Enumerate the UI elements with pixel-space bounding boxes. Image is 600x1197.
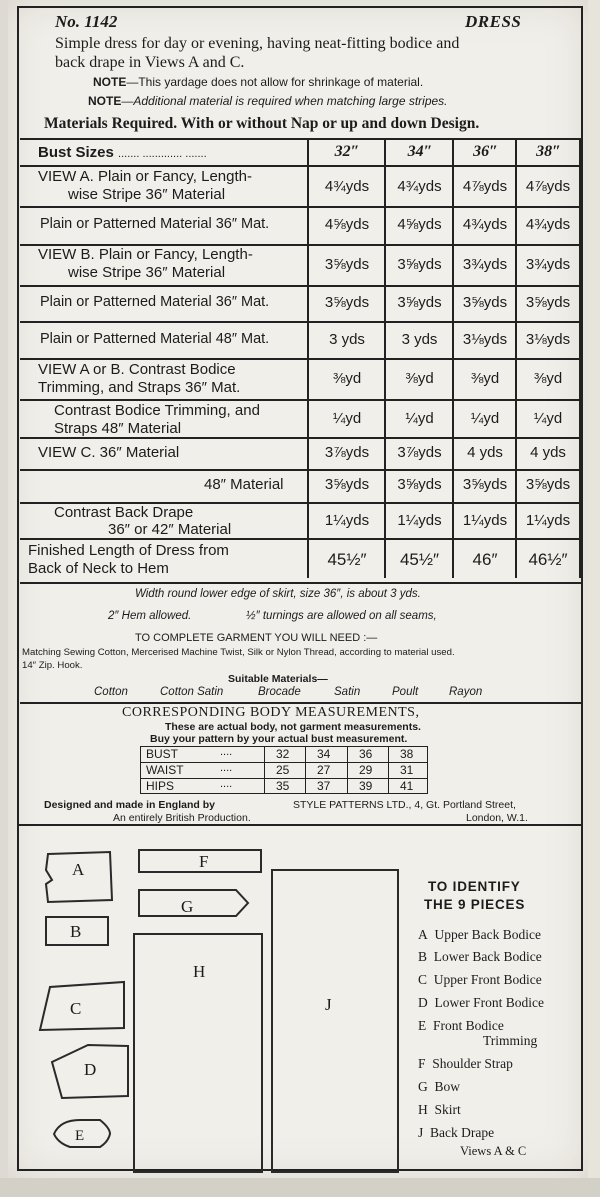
quantity-cell: 3⅞yds [324, 444, 370, 461]
quantity-cell: 3¾yds [462, 256, 508, 273]
quantity-cell: 1¼yds [525, 512, 571, 529]
legend-item-f: F Shoulder Strap [418, 1056, 513, 1071]
quantity-cell: 1¼yds [462, 512, 508, 529]
quantity-cell: 4 yds [530, 444, 566, 461]
suitable-material: Cotton [94, 686, 128, 698]
complete-garment-heading: TO COMPLETE GARMENT YOU WILL NEED :— [135, 632, 378, 644]
quantity-cell: 3 yds [329, 331, 365, 348]
measure-leader: .... [220, 746, 233, 758]
suitable-material: Poult [392, 686, 419, 698]
suitable-materials-heading: Suitable Materials— [228, 673, 328, 685]
piece-label-d: D [84, 1060, 97, 1079]
quantity-cell: 46½″ [528, 550, 568, 569]
measure-value: 31 [400, 763, 414, 777]
quantity-cell: 3⅝yds [462, 476, 508, 493]
measure-value: 35 [276, 779, 290, 793]
row-divider [20, 358, 581, 360]
legend-item-c: C Upper Front Bodice [418, 972, 542, 987]
col-divider [347, 746, 348, 794]
measure-leader: .... [220, 778, 233, 790]
row-label: Straps 48″ Material [54, 420, 182, 437]
quantity-cell: 4¾yds [324, 178, 370, 195]
legend-item-b: B Lower Back Bodice [418, 949, 542, 964]
made-in-england: Designed and made in England by [44, 799, 215, 811]
row-divider [20, 538, 581, 540]
quantity-cell: 4⅞yds [525, 178, 571, 195]
legend-item-g: G Bow [418, 1079, 461, 1094]
piece-label-e: E [75, 1128, 85, 1144]
piece-label-b: B [70, 922, 82, 941]
row-label: wise Stripe 36″ Material [68, 186, 226, 203]
row-divider [20, 206, 581, 208]
row-label: VIEW A. Plain or Fancy, Length- [38, 168, 252, 185]
turnings-note: ½″ turnings are allowed on all seams, [246, 610, 437, 622]
measure-value: 25 [276, 763, 290, 777]
legend-item-j: J Back Drape [418, 1125, 495, 1140]
quantity-cell: 3⅛yds [462, 331, 508, 348]
note-2-text: —Additional material is required when matching large stripes. [121, 94, 448, 108]
legend-item-h: H Skirt [418, 1102, 461, 1117]
piece-label-g: G [181, 897, 194, 916]
identify-heading-2: THE 9 PIECES [424, 897, 526, 912]
row-label: Back of Neck to Hem [28, 560, 169, 577]
measure-value: 27 [317, 763, 331, 777]
quantity-cell: 3⅛yds [525, 331, 571, 348]
row-divider [20, 399, 581, 401]
quantity-cell: 3⅝yds [324, 476, 370, 493]
row-label: Contrast Back Drape [54, 504, 194, 521]
measure-value: 38 [400, 747, 414, 761]
row-label: 36″ or 42″ Material [108, 521, 232, 538]
piece-c-outline [40, 982, 124, 1030]
row-label: Finished Length of Dress from [28, 542, 229, 559]
quantity-cell: 3⅝yds [397, 256, 442, 273]
row-divider [20, 321, 581, 323]
row-divider [20, 165, 581, 167]
row-divider [20, 469, 581, 471]
quantity-cell: ⅜yd [332, 370, 362, 387]
quantity-cell: 3¾yds [525, 256, 571, 273]
quantity-cell: 4⅝yds [397, 216, 442, 233]
piece-label-h: H [193, 962, 206, 981]
row-label: Plain or Patterned Material 48″ Mat. [40, 331, 270, 347]
quantity-cell: 3⅞yds [397, 444, 442, 461]
measure-value: 34 [317, 747, 331, 761]
quantity-cell: ¼yd [405, 410, 434, 427]
legend-item-e-cont: Trimming [483, 1033, 538, 1048]
row-label: VIEW A or B. Contrast Bodice [38, 361, 236, 378]
quantity-cell: 4 yds [467, 444, 503, 461]
quantity-cell: ⅜yd [470, 370, 500, 387]
row-label: VIEW C. 36″ Material [38, 444, 180, 461]
row-divider [20, 437, 581, 439]
suitable-material: Satin [334, 686, 361, 698]
measure-value: 39 [359, 779, 373, 793]
description-line-2: back drape in Views A and C. [55, 54, 245, 71]
measurements-note-1: These are actual body, not garment measurements. [165, 721, 421, 733]
legend-item-d: D Lower Front Bodice [418, 995, 544, 1010]
quantity-cell: 1¼yds [324, 512, 370, 529]
hem-note: 2″ Hem allowed. [108, 610, 192, 622]
body-measurements-table [140, 746, 428, 794]
quantity-cell: 4¾yds [462, 216, 508, 233]
piece-label-j: J [325, 995, 332, 1014]
piece-label-f: F [199, 852, 209, 871]
quantity-cell: 45½″ [327, 550, 367, 569]
size-header: 36″ [473, 143, 498, 160]
quantity-cell: ⅜yd [533, 370, 563, 387]
measure-value: 41 [400, 779, 414, 793]
measurements-note-2: Buy your pattern by your actual bust measurement. [150, 733, 408, 745]
notions-line-2: 14″ Zip. Hook. [22, 660, 83, 671]
company-address: STYLE PATTERNS LTD., 4, Gt. Portland Street, [293, 799, 516, 811]
description-line-1: Simple dress for day or evening, having neat-fitting bodice and [55, 35, 460, 52]
piece-label-c: C [70, 999, 82, 1018]
quantity-cell: 3⅝yds [397, 476, 442, 493]
materials-table [20, 138, 581, 584]
envelope-edge [588, 0, 600, 1197]
quantity-cell: 3⅝yds [525, 294, 571, 311]
skirt-width-note: Width round lower edge of skirt, size 36″, is about 3 yds. [135, 588, 421, 600]
quantity-cell: ⅜yd [405, 370, 434, 387]
col-divider [264, 746, 265, 794]
quantity-cell: ¼yd [332, 410, 362, 427]
col-divider [305, 746, 306, 794]
row-label: Contrast Bodice Trimming, and [54, 402, 260, 419]
envelope-bottom-edge [0, 1178, 600, 1197]
row-label: Trimming, and Straps 36″ Mat. [38, 379, 241, 396]
note-1-label: NOTE [93, 75, 127, 89]
company-city: London, W.1. [466, 812, 528, 824]
piece-j-outline [272, 870, 398, 1172]
row-label: wise Stripe 36″ Material [68, 264, 226, 281]
legend-item-j-cont: Views A & C [460, 1144, 527, 1158]
note-1 [93, 75, 423, 89]
measure-value: 32 [276, 747, 290, 761]
col-divider [388, 746, 389, 794]
measure-label: BUST [146, 747, 179, 761]
bust-sizes-label: Bust Sizes ....... ............. ....... [38, 144, 207, 161]
suitable-material: Rayon [449, 686, 483, 698]
piece-label-a: A [72, 860, 85, 879]
row-label: 48″ Material [204, 476, 284, 493]
note-2-label: NOTE [88, 94, 122, 108]
measure-label: HIPS [146, 779, 175, 793]
note-2 [88, 94, 448, 108]
measurements-heading: CORRESPONDING BODY MEASUREMENTS, [122, 705, 420, 720]
quantity-cell: ¼yd [533, 410, 563, 427]
piece-g-outline [139, 890, 248, 916]
size-header: 38″ [536, 143, 561, 160]
quantity-cell: 3⅝yds [462, 294, 508, 311]
quantity-cell: 3⅝yds [324, 294, 370, 311]
measure-label: WAIST [146, 763, 184, 777]
suitable-material: Cotton Satin [160, 686, 224, 698]
quantity-cell: ¼yd [470, 410, 500, 427]
quantity-cell: 4¾yds [525, 216, 571, 233]
size-header: 32″ [334, 143, 360, 160]
notions-line-1: Matching Sewing Cotton, Mercerised Machine Twist, Silk or Nylon Thread, according to material used. [22, 647, 455, 658]
measure-value: 37 [317, 779, 331, 793]
measure-leader: .... [220, 762, 233, 774]
quantity-cell: 1¼yds [397, 512, 442, 529]
quantity-cell: 3⅝yds [324, 256, 370, 273]
identify-heading-1: TO IDENTIFY [428, 879, 521, 894]
row-divider [20, 285, 581, 287]
quantity-cell: 3⅝yds [525, 476, 571, 493]
british-production: An entirely British Production. [113, 812, 251, 824]
row-label: Plain or Patterned Material 36″ Mat. [40, 294, 270, 310]
quantity-cell: 4⅝yds [324, 216, 370, 233]
quantity-cell: 3⅝yds [397, 294, 442, 311]
quantity-cell: 4⅞yds [462, 178, 508, 195]
quantity-cell: 45½″ [399, 550, 440, 569]
measurements-divider [20, 702, 581, 704]
legend-item-a: A Upper Back Bodice [418, 927, 541, 942]
materials-heading: Materials Required. With or without Nap or up and down Design. [44, 115, 480, 132]
size-header: 34″ [407, 143, 433, 160]
pattern-category: DRESS [465, 12, 522, 31]
pattern-pieces-diagram [0, 840, 420, 1180]
measure-value: 29 [359, 763, 373, 777]
note-1-text: —This yardage does not allow for shrinkage of material. [126, 75, 424, 89]
row-label: Plain or Patterned Material 36″ Mat. [40, 216, 270, 232]
measure-value: 36 [359, 747, 373, 761]
legend-item-e: E Front Bodice [418, 1018, 504, 1033]
quantity-cell: 46″ [472, 550, 498, 569]
quantity-cell: 4¾yds [397, 178, 442, 195]
pattern-number: No. 1142 [55, 12, 118, 31]
row-label: VIEW B. Plain or Fancy, Length- [38, 246, 253, 263]
suitable-material: Brocade [258, 686, 301, 698]
quantity-cell: 3 yds [401, 331, 438, 348]
